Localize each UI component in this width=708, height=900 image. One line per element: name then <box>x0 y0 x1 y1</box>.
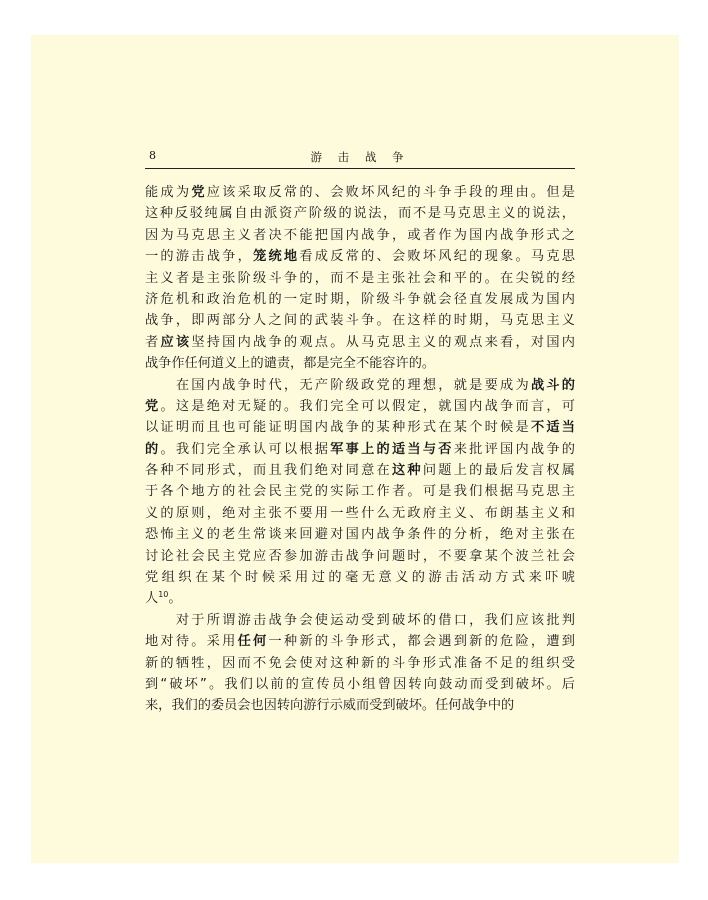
text-segment: 这种反驳纯属自由派资产阶级的说法，而不是马克思主义的说法， <box>145 206 575 222</box>
text-segment: 党组织在某个时候采用过的毫无意义的游击活动方式来吓唬 <box>145 570 575 586</box>
text-segment: 来批评国内战争的 <box>453 441 575 457</box>
emphasis-text: 笼统地 <box>253 249 300 265</box>
text-segment: 济危机和政治危机的一定时期，阶级斗争就会径直发展成为国内 <box>145 291 575 307</box>
text-segment: 坚持国内战争的观点。从马克思主义的观点来看，对国内 <box>191 334 575 350</box>
text-segment: 地对待。采用 <box>145 634 238 650</box>
emphasis-text: 的 <box>145 441 161 457</box>
text-line <box>145 332 575 353</box>
paragraph <box>145 375 575 610</box>
text-segment: 者 <box>145 334 161 350</box>
text-segment: 一的游击战争， <box>145 249 254 265</box>
text-segment: 一种新的斗争形式，都会遇到新的危险，遭到 <box>268 634 575 650</box>
text-segment: 在国内战争时代，无产阶级政党的理想，就是要成为 <box>145 377 531 393</box>
text-segment: 来，我们的委员会也因转向游行示威而受到破坏。任何战争中的 <box>145 698 515 714</box>
text-segment: 各种不同形式，而且我们绝对同意在 <box>145 463 392 479</box>
text-line <box>145 546 575 567</box>
text-line <box>145 610 575 631</box>
text-segment: 讨论社会民主党应否参加游击战争问题时，不要拿某个波兰社会 <box>145 548 575 564</box>
text-segment: 以证明而且也可能证明国内战争的某种形式在某个时候是 <box>145 420 531 436</box>
text-segment: 。这是绝对无疑的。我们完全可以假定，就国内战争而言，可 <box>160 398 575 414</box>
text-line <box>145 588 575 609</box>
page-number: 8 <box>149 149 156 162</box>
text-line <box>145 182 575 203</box>
text-line <box>145 203 575 224</box>
body-text <box>145 182 575 717</box>
emphasis-text: 应该 <box>160 334 192 350</box>
text-line <box>145 353 575 374</box>
text-segment: 战争，即两部分人之间的武装斗争。在这样的时期，马克思主义 <box>145 313 575 329</box>
text-line <box>145 653 575 674</box>
emphasis-text: 任何 <box>237 634 269 650</box>
text-line <box>145 417 575 438</box>
text-segment: 新的牺牲，因而不免会使对这种新的斗争形式准备不足的组织受 <box>145 655 575 671</box>
text-segment: 能成为 <box>145 185 192 200</box>
text-line <box>145 375 575 396</box>
text-line <box>145 439 575 460</box>
footnote-marker: 10 <box>158 590 169 600</box>
emphasis-text: 军事上的适当与否 <box>330 441 454 457</box>
text-line <box>145 246 575 267</box>
text-segment: 义的原则，绝对主张不要用一些什么无政府主义、布朗基主义和 <box>145 505 575 521</box>
text-line <box>145 268 575 289</box>
text-line <box>145 631 575 652</box>
text-line <box>145 503 575 524</box>
text-line <box>145 524 575 545</box>
paragraph <box>145 610 575 717</box>
text-segment: 应该采取反常的、会败坏风纪的斗争手段的理由。但是 <box>206 185 575 200</box>
emphasis-text: 党 <box>145 398 161 414</box>
text-segment: 问题上的最后发言权属 <box>422 463 575 479</box>
text-line <box>145 481 575 502</box>
emphasis-text: 战斗的 <box>530 377 575 393</box>
running-title: 游 击 战 争 <box>310 150 410 164</box>
text-line <box>145 310 575 331</box>
text-segment: 到“破坏”。我们以前的宣传员小组曾因转向鼓动而受到破坏。后 <box>145 676 575 692</box>
text-segment: 。 <box>168 591 182 607</box>
text-line <box>145 567 575 588</box>
text-segment: 于各个地方的社会民主党的实际工作者。可是我们根据马克思主 <box>145 484 575 500</box>
emphasis-text: 党 <box>191 185 207 200</box>
text-segment: 主义者是主张阶级斗争的，而不是主张社会和平的。在尖锐的经 <box>145 270 575 286</box>
running-header <box>145 148 575 169</box>
text-line <box>145 674 575 695</box>
text-line <box>145 289 575 310</box>
text-segment: 恐怖主义的老生常谈来回避对国内战争条件的分析，绝对主张在 <box>145 527 575 543</box>
text-segment: 。我们完全承认可以根据 <box>160 441 331 457</box>
text-line <box>145 695 575 716</box>
text-segment: 战争作任何道义上的谴责，都是完全不能容许的。 <box>145 356 436 372</box>
text-segment: 对于所谓游击战争会使运动受到破坏的借口，我们应该批判 <box>145 612 575 628</box>
text-segment: 看成反常的、会败坏风纪的现象。马克思 <box>299 249 575 265</box>
text-segment: 因为马克思主义者决不能把国内战争，或者作为国内战争形式之 <box>145 227 575 243</box>
emphasis-text: 这种 <box>392 463 423 479</box>
text-line <box>145 460 575 481</box>
text-line <box>145 396 575 417</box>
emphasis-text: 不适当 <box>530 420 575 436</box>
text-line <box>145 225 575 246</box>
text-segment: 人 <box>145 591 159 607</box>
paragraph <box>145 182 575 375</box>
